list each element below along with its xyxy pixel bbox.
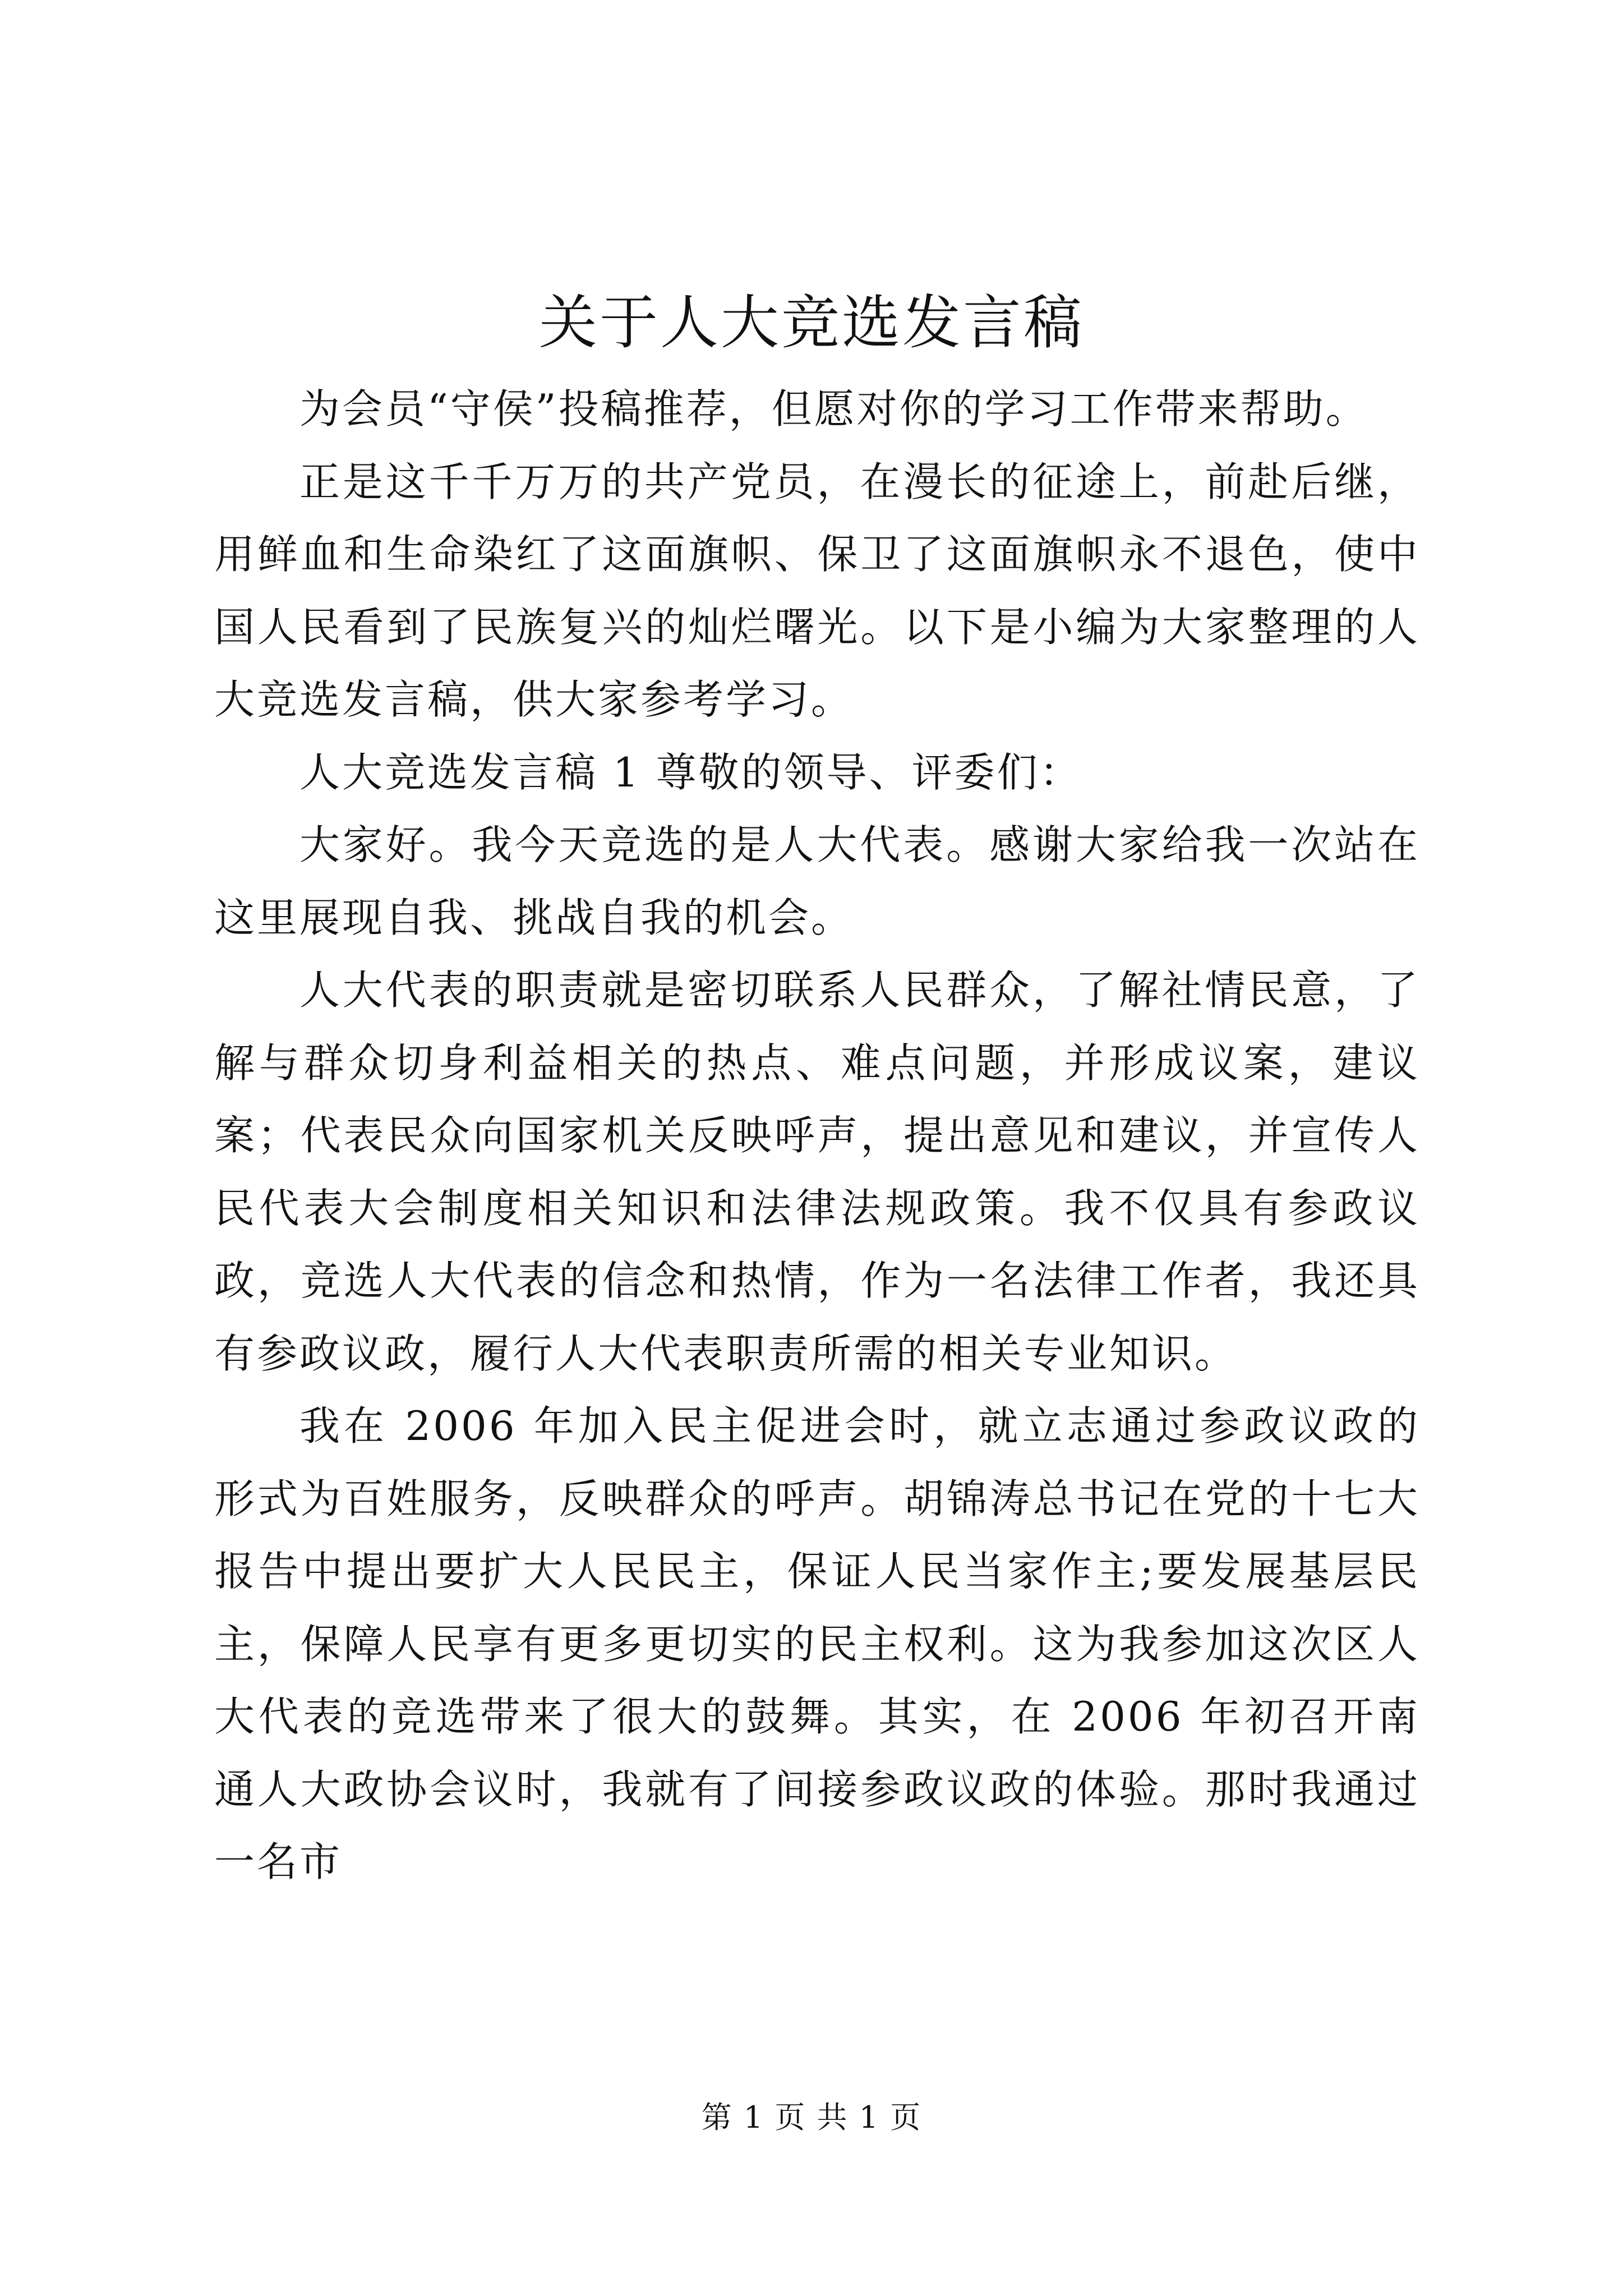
paragraph-intro: 为会员“守侯”投稿推荐，但愿对你的学习工作带来帮助。 (299, 385, 1368, 432)
paragraph-salutation: 人大竞选发言稿 1 尊敬的领导、评委们： (299, 748, 1082, 796)
paragraph-greeting: 大家好。我今天竞选的是人大代表。感谢大家给我一次站在这里展现自我、挑战自我的机会。 (214, 821, 1420, 941)
document-title: 关于人大竞选发言稿 (538, 288, 1084, 357)
paragraph-experience: 我在 2006 年加入民主促进会时，就立志通过参政议政的形式为百姓服务，反映群众的呼声。胡锦涛总书记在党的十七大报告中提出要扩大人民民主，保证人民当家作主;要发展基层民主，保障人民享有更多更切实的民主权利。这为我参加这次区人大代表的竞选带来了很大的鼓舞。其实，在 2006 年初召开南通人大政协会议时，我就有了间接参政议政的体验。那时我通过一名市 (214, 1402, 1420, 1885)
paragraph-preface: 正是这千千万万的共产党员，在漫长的征途上，前赴后继，用鲜血和生命染红了这面旗帜、保卫了这面旗帜永不退色，使中国人民看到了民族复兴的灿烂曙光。以下是小编为大家整理的人大竞选发言稿，供大家参考学习。 (214, 458, 1420, 723)
paragraph-duties: 人大代表的职责就是密切联系人民群众，了解社情民意，了解与群众切身利益相关的热点、难点问题，并形成议案，建议案；代表民众向国家机关反映呼声，提出意见和建议，并宣传人民代表大会制度相关知识和法律法规政策。我不仅具有参政议政，竞选人大代表的信念和热情，作为一名法律工作者，我还具有参政议政，履行人大代表职责所需的相关专业知识。 (214, 967, 1420, 1377)
document-body (214, 373, 1420, 1899)
page-number-footer: 第 1 页 共 1 页 (701, 2100, 922, 2135)
